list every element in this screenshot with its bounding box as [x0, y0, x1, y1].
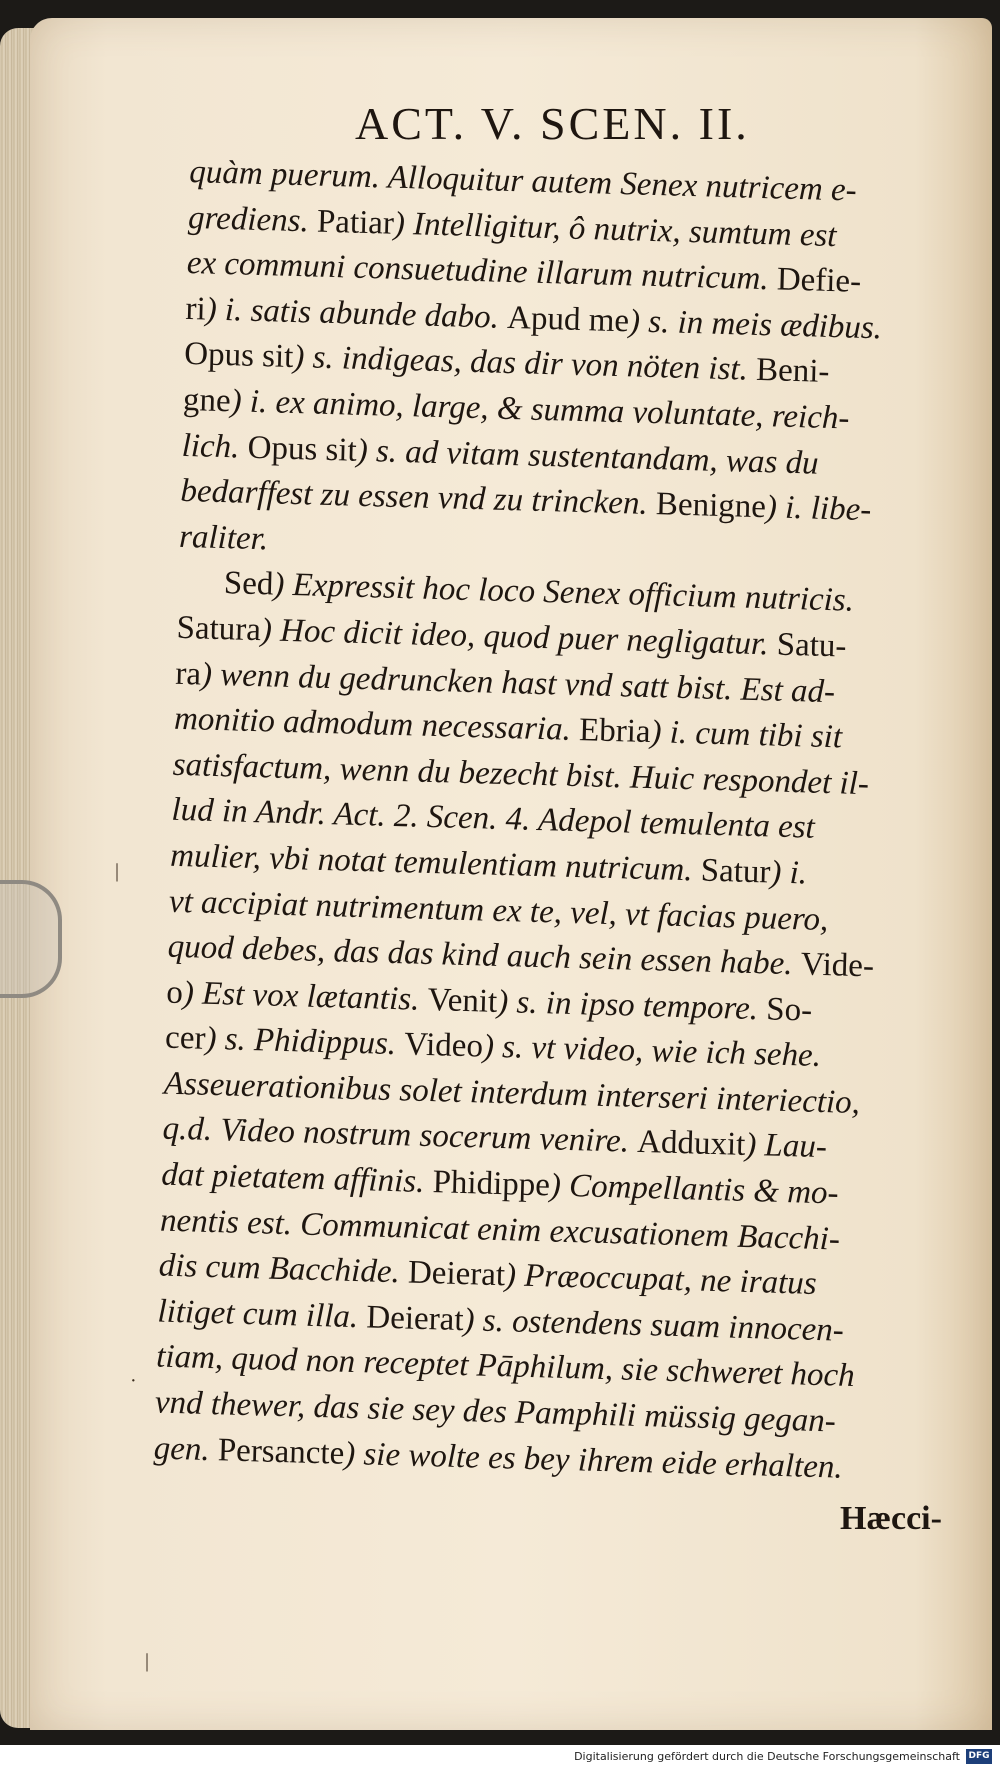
commentary-text: gen. — [153, 1430, 219, 1468]
commentary-text: ) i. ex animo, large, & summa voluntate, reich- — [230, 383, 850, 437]
lemma-text: Deierat — [365, 1299, 465, 1338]
dfg-logo: DFG — [966, 1749, 992, 1764]
commentary-text: dis cum Bacchide. — [158, 1247, 409, 1291]
commentary-text: monitio admodum necessaria. — [173, 700, 580, 749]
commentary-text: ) Intelligitur, ô nutrix, sumtum est — [393, 205, 838, 254]
margin-mark: · — [130, 1370, 137, 1392]
commentary-text: lich. — [181, 427, 249, 466]
lemma-text: Vide- — [800, 946, 875, 985]
lemma-text: ra — [174, 655, 202, 693]
lemma-text: Satur — [700, 852, 771, 891]
funding-credit: Digitalisierung gefördert durch die Deutsche Forschungsgemeinschaft — [574, 1750, 960, 1763]
lemma-text: Patiar — [316, 203, 395, 242]
commentary-text: ) s. ad vitam sustentandam, was du — [356, 432, 820, 482]
commentary-text: lud in Andr. Act. 2. Scen. 4. Adepol temulenta est — [171, 792, 816, 847]
commentary-text: ) Est vox lætantis. — [182, 974, 429, 1018]
lemma-text: ri — [185, 290, 207, 328]
lemma-text: Venit — [427, 981, 498, 1020]
lemma-text: Adduxit — [636, 1124, 746, 1164]
commentary-text: ) wenn du gedruncken hast vnd satt bist. Est ad- — [200, 656, 836, 710]
commentary-text: Asseuerationibus solet interdum interseri interiectio, — [163, 1065, 861, 1121]
margin-mark: | — [145, 1650, 150, 1672]
lemma-text: Ebria — [578, 712, 652, 751]
commentary-text: vnd thewer, das sie sey des Pamphili müssig gegan- — [154, 1384, 837, 1440]
lemma-text: Apud me — [506, 299, 630, 340]
catchword: Hæcci- — [840, 1500, 942, 1537]
commentary-text: ) Hoc dicit ideo, quod puer negligatur. — [260, 612, 778, 663]
commentary-text: ) s. Phidippus. — [204, 1021, 405, 1063]
commentary-text: ) Expressit hoc loco Senex officium nutricis. — [272, 566, 855, 620]
lemma-text: Deierat — [407, 1254, 506, 1294]
lemma-text: Satu- — [776, 626, 847, 665]
lemma-text: Persancte — [217, 1431, 345, 1472]
commentary-text: quod debes, das das kind auch sein essen habe. — [167, 928, 802, 983]
commentary-text: q.d. Video nostrum socerum venire. — [162, 1111, 638, 1161]
lemma-text: Satura — [176, 609, 262, 649]
commentary-text: ) s. vt video, wie ich sehe. — [482, 1028, 822, 1075]
commentary-text: satisfactum, wenn du bezecht bist. Huic respondet il- — [172, 746, 870, 802]
commentary-text: ) i. libe- — [765, 489, 872, 529]
footer-bar — [0, 1745, 1000, 1772]
commentary-text: tiam, quod non receptet Pāphilum, sie schweret hoch — [155, 1338, 856, 1395]
page-clip — [0, 880, 62, 998]
commentary-text: litiget cum illa. — [157, 1293, 367, 1336]
lemma-text: Opus sit — [183, 336, 294, 376]
commentary-text: ) Compellantis & mo- — [549, 1167, 840, 1212]
commentary-text: raliter. — [178, 518, 269, 558]
commentary-text: dat pietatem affinis. — [160, 1156, 434, 1201]
commentary-text: ) sie wolte es bey ihrem eide erhalten. — [343, 1435, 844, 1486]
lemma-text: So- — [765, 991, 813, 1029]
lemma-text: Phidippe — [432, 1164, 551, 1204]
body-text — [153, 150, 950, 1493]
commentary-text: ) Lau- — [744, 1127, 828, 1166]
commentary-text: mulier, vbi notat temulentiam nutricum. — [169, 837, 702, 889]
commentary-text: ) i. satis abunde dabo. — [205, 291, 508, 336]
lemma-text: Sed — [223, 565, 274, 603]
lemma-text: o — [165, 974, 184, 1011]
lemma-text: cer — [164, 1019, 206, 1058]
commentary-text: ) s. ostendens suam innocen- — [463, 1301, 845, 1349]
commentary-text: ) i. cum tibi sit — [650, 714, 843, 756]
lemma-text: Opus sit — [247, 429, 358, 469]
lemma-text: gne — [182, 381, 232, 420]
commentary-text: ) s. in meis ædibus. — [628, 303, 883, 347]
lemma-text: Video — [403, 1026, 484, 1065]
commentary-text: vt accipiat nutrimentum ex te, vel, vt facias puero, — [168, 883, 829, 938]
running-head: ACT. V. SCEN. II. — [355, 98, 750, 149]
commentary-text: ) s. in ipso tempore. — [496, 983, 767, 1028]
lemma-text: Benigne — [655, 486, 767, 526]
commentary-text: grediens. — [187, 199, 318, 240]
lemma-text: Beni- — [755, 352, 830, 391]
commentary-text: quàm puerum. Alloquitur autem Senex nutricem e- — [188, 153, 858, 209]
commentary-text: nentis est. Communicat enim excusationem Bacchi- — [159, 1202, 841, 1258]
commentary-text: ) s. indigeas, das dir von nöten ist. — [292, 339, 757, 389]
commentary-text: ) Præoccupat, ne iratus — [504, 1257, 818, 1303]
lemma-text: Defie- — [776, 261, 862, 300]
commentary-text: ex communi consuetudine illarum nutricum. — [186, 245, 778, 298]
commentary-text: ) i. — [769, 854, 808, 892]
margin-mark: | — [115, 860, 120, 882]
commentary-text: bedarffest zu essen vnd zu trincken. — [179, 473, 657, 523]
